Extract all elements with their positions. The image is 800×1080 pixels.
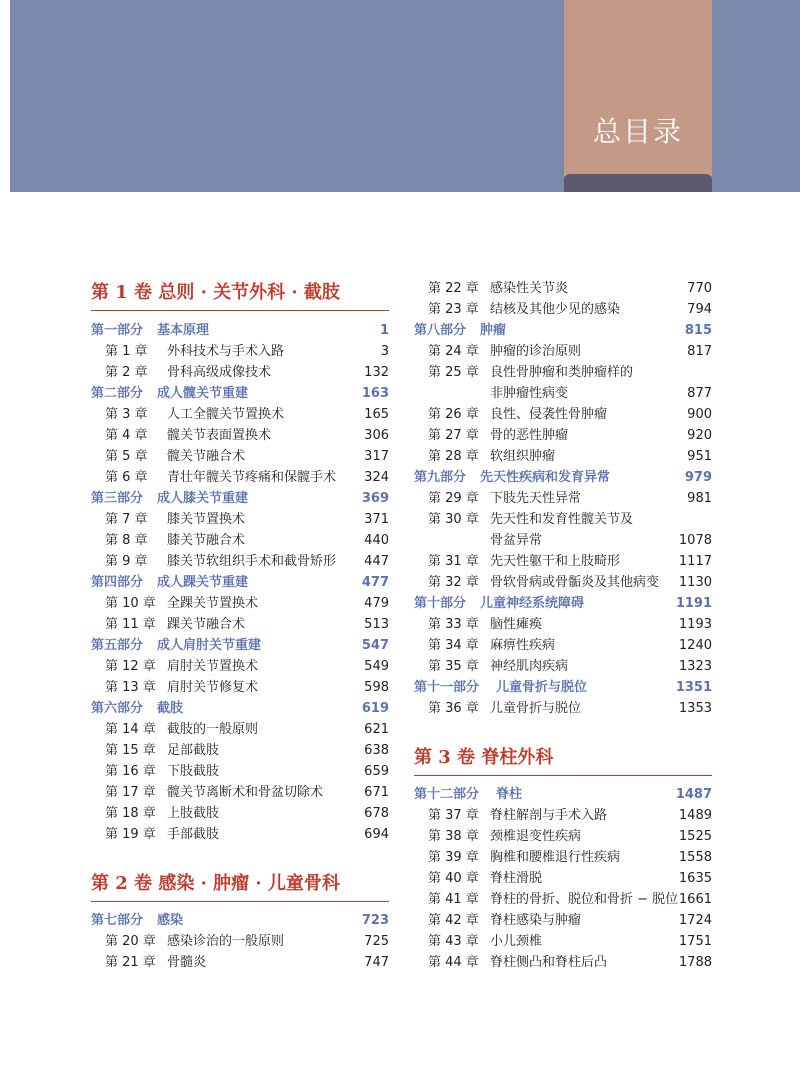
chapter-number: 第 8 章 — [105, 533, 148, 548]
page-number: 165 — [364, 407, 389, 422]
chapter-number: 第 32 章 — [428, 575, 479, 590]
volume-heading: 第 1 卷 总则 · 关节外科 · 截肢 — [91, 278, 389, 311]
part-title: 脊柱 — [496, 787, 523, 802]
chapter-entry — [414, 826, 712, 847]
chapter-entry — [414, 341, 712, 362]
chapter-entry — [414, 278, 712, 299]
chapter-title: 下肢截肢 — [167, 764, 220, 779]
page-number: 1323 — [678, 659, 712, 674]
chapter-title: 髋关节离断术和骨盆切除术 — [167, 785, 324, 800]
chapter-entry — [91, 656, 389, 677]
page-number: 1130 — [678, 575, 712, 590]
chapter-entry — [414, 488, 712, 509]
page-number: 163 — [361, 386, 389, 401]
chapter-entry — [91, 740, 389, 761]
chapter-number: 第 42 章 — [428, 913, 479, 928]
chapter-title: 脊柱侧凸和脊柱后凸 — [490, 955, 608, 970]
chapter-entry — [91, 761, 389, 782]
page-number: 1191 — [675, 596, 712, 611]
page-number: 1240 — [678, 638, 712, 653]
chapter-number: 第 2 章 — [105, 365, 148, 380]
chapter-title: 骨盆异常 — [490, 533, 543, 548]
part-entry — [414, 784, 712, 805]
chapter-title: 儿童骨折与脱位 — [490, 701, 582, 716]
chapter-title: 脊柱感染与肿瘤 — [490, 913, 582, 928]
chapter-title: 踝关节融合术 — [167, 617, 246, 632]
page-number: 621 — [364, 722, 389, 737]
chapter-title: 软组织肿瘤 — [490, 449, 556, 464]
chapter-title: 感染性关节炎 — [490, 281, 569, 296]
chapter-entry — [414, 889, 712, 910]
chapter-entry — [91, 719, 389, 740]
page-number: 770 — [687, 281, 712, 296]
page-number: 549 — [364, 659, 389, 674]
page-number: 1525 — [678, 829, 712, 844]
chapter-title: 肩肘关节修复术 — [167, 680, 259, 695]
chapter-title: 良性、侵袭性骨肿瘤 — [490, 407, 608, 422]
chapter-entry — [91, 931, 389, 952]
chapter-number: 第 13 章 — [105, 680, 156, 695]
chapter-entry — [91, 677, 389, 698]
chapter-title: 骨的恶性肿瘤 — [490, 428, 569, 443]
chapter-title: 感染诊治的一般原则 — [167, 934, 285, 949]
page-number: 1487 — [675, 787, 712, 802]
chapter-number: 第 23 章 — [428, 302, 479, 317]
chapter-entry — [414, 404, 712, 425]
part-number: 第九部分 — [414, 470, 467, 485]
part-title: 成人髋关节重建 — [157, 386, 249, 401]
page-number: 513 — [364, 617, 389, 632]
chapter-entry — [414, 635, 712, 656]
part-number: 第五部分 — [91, 638, 144, 653]
chapter-number: 第 39 章 — [428, 850, 479, 865]
chapter-number: 第 15 章 — [105, 743, 156, 758]
page-number: 900 — [687, 407, 712, 422]
page-number: 920 — [687, 428, 712, 443]
chapter-number: 第 14 章 — [105, 722, 156, 737]
part-title: 感染 — [157, 913, 184, 928]
chapter-entry — [91, 530, 389, 551]
part-number: 第八部分 — [414, 323, 467, 338]
chapter-title: 膝关节置换术 — [167, 512, 246, 527]
part-number: 第六部分 — [91, 701, 144, 716]
page-number: 725 — [364, 934, 389, 949]
chapter-number: 第 27 章 — [428, 428, 479, 443]
chapter-number: 第 31 章 — [428, 554, 479, 569]
chapter-title: 非肿瘤性病变 — [490, 386, 569, 401]
part-title: 截肢 — [157, 701, 184, 716]
chapter-number: 第 35 章 — [428, 659, 479, 674]
chapter-title: 小儿颈椎 — [490, 934, 543, 949]
chapter-title: 脊柱解剖与手术入路 — [490, 808, 608, 823]
chapter-number: 第 10 章 — [105, 596, 156, 611]
chapter-entry — [91, 509, 389, 530]
part-title: 先天性疾病和发育异常 — [480, 470, 611, 485]
chapter-title: 良性骨肿瘤和类肿瘤样的 — [490, 365, 634, 380]
page-number: 1353 — [678, 701, 712, 716]
chapter-number: 第 3 章 — [105, 407, 148, 422]
chapter-entry — [414, 362, 712, 383]
chapter-entry — [414, 383, 712, 404]
page-number: 1 — [379, 323, 389, 338]
page-number: 317 — [364, 449, 389, 464]
chapter-title: 截肢的一般原则 — [167, 722, 259, 737]
chapter-title: 髋关节融合术 — [167, 449, 246, 464]
part-entry — [414, 677, 712, 698]
chapter-entry — [414, 698, 712, 719]
chapter-entry — [414, 614, 712, 635]
page-number: 1751 — [678, 934, 712, 949]
chapter-number: 第 30 章 — [428, 512, 479, 527]
part-entry — [91, 488, 389, 509]
chapter-entry — [414, 910, 712, 931]
chapter-entry — [91, 614, 389, 635]
chapter-number: 第 26 章 — [428, 407, 479, 422]
page-number: 306 — [364, 428, 389, 443]
page-number: 659 — [364, 764, 389, 779]
chapter-title: 神经肌肉疾病 — [490, 659, 569, 674]
page-number: 598 — [364, 680, 389, 695]
chapter-title: 下肢先天性异常 — [490, 491, 582, 506]
part-entry — [91, 383, 389, 404]
part-number: 第十部分 — [414, 596, 467, 611]
chapter-title: 骨软骨病或骨骺炎及其他病变 — [490, 575, 660, 590]
page-number: 1117 — [678, 554, 712, 569]
page-number: 1788 — [678, 955, 712, 970]
page-number: 1193 — [678, 617, 712, 632]
page-number: 440 — [364, 533, 389, 548]
chapter-number: 第 43 章 — [428, 934, 479, 949]
chapter-title: 先天性躯干和上肢畸形 — [490, 554, 621, 569]
chapter-number: 第 4 章 — [105, 428, 148, 443]
page-number: 132 — [364, 365, 389, 380]
page-number: 1489 — [678, 808, 712, 823]
page-number: 723 — [361, 913, 389, 928]
chapter-entry — [91, 341, 389, 362]
chapter-title: 髋关节表面置换术 — [167, 428, 272, 443]
chapter-number: 第 5 章 — [105, 449, 148, 464]
part-number: 第十二部分 — [414, 787, 480, 802]
page-number: 1558 — [678, 850, 712, 865]
page-title: 总目录 — [592, 115, 683, 148]
chapter-title: 足部截肢 — [167, 743, 220, 758]
volume-heading: 第 2 卷 感染 · 肿瘤 · 儿童骨科 — [91, 869, 389, 902]
page-number: 877 — [687, 386, 712, 401]
chapter-entry — [414, 530, 712, 551]
chapter-entry — [414, 425, 712, 446]
chapter-title: 手部截肢 — [167, 827, 220, 842]
part-title: 儿童骨折与脱位 — [496, 680, 588, 695]
chapter-number: 第 33 章 — [428, 617, 479, 632]
chapter-number: 第 21 章 — [105, 955, 156, 970]
chapter-number: 第 20 章 — [105, 934, 156, 949]
chapter-title: 胸椎和腰椎退行性疾病 — [490, 850, 621, 865]
page-number: 794 — [687, 302, 712, 317]
chapter-title: 外科技术与手术入路 — [167, 344, 285, 359]
chapter-number: 第 19 章 — [105, 827, 156, 842]
chapter-entry — [414, 868, 712, 889]
part-title: 肿瘤 — [480, 323, 507, 338]
part-title: 成人膝关节重建 — [157, 491, 249, 506]
chapter-entry — [91, 782, 389, 803]
chapter-entry — [414, 509, 712, 530]
page-number: 1661 — [678, 892, 712, 907]
page-number: 371 — [364, 512, 389, 527]
chapter-title: 人工全髋关节置换术 — [167, 407, 285, 422]
chapter-entry — [414, 572, 712, 593]
page-number: 1078 — [678, 533, 712, 548]
page-number: 678 — [364, 806, 389, 821]
page-number: 369 — [361, 491, 389, 506]
chapter-entry — [414, 551, 712, 572]
chapter-number: 第 40 章 — [428, 871, 479, 886]
page-number: 324 — [364, 470, 389, 485]
chapter-number: 第 1 章 — [105, 344, 148, 359]
page-number: 815 — [684, 323, 712, 338]
chapter-number: 第 11 章 — [105, 617, 156, 632]
page-number: 477 — [361, 575, 389, 590]
chapter-title: 先天性和发育性髋关节及 — [490, 512, 634, 527]
page-number: 619 — [361, 701, 389, 716]
chapter-entry — [414, 446, 712, 467]
chapter-title: 膝关节融合术 — [167, 533, 246, 548]
page-number: 747 — [364, 955, 389, 970]
part-title: 成人踝关节重建 — [157, 575, 249, 590]
page-number: 979 — [684, 470, 712, 485]
chapter-number: 第 29 章 — [428, 491, 479, 506]
chapter-number: 第 17 章 — [105, 785, 156, 800]
title-tab — [564, 174, 712, 192]
chapter-number: 第 7 章 — [105, 512, 148, 527]
chapter-number: 第 24 章 — [428, 344, 479, 359]
part-title: 成人肩肘关节重建 — [157, 638, 262, 653]
chapter-title: 脊柱滑脱 — [490, 871, 543, 886]
page-number: 447 — [364, 554, 389, 569]
chapter-entry — [91, 551, 389, 572]
chapter-title: 脊柱的骨折、脱位和骨折 − 脱位 — [490, 892, 679, 907]
chapter-entry — [91, 446, 389, 467]
chapter-title: 肩肘关节置换术 — [167, 659, 259, 674]
part-entry — [414, 320, 712, 341]
part-entry — [91, 698, 389, 719]
chapter-entry — [414, 299, 712, 320]
chapter-entry — [91, 824, 389, 845]
chapter-entry — [91, 803, 389, 824]
page-number: 951 — [687, 449, 712, 464]
part-entry — [91, 635, 389, 656]
page-number: 479 — [364, 596, 389, 611]
page-number: 671 — [364, 785, 389, 800]
chapter-number: 第 16 章 — [105, 764, 156, 779]
chapter-entry — [91, 362, 389, 383]
chapter-number: 第 28 章 — [428, 449, 479, 464]
part-title: 儿童神经系统障碍 — [480, 596, 585, 611]
chapter-number: 第 9 章 — [105, 554, 148, 569]
page-number: 3 — [380, 344, 389, 359]
chapter-entry — [91, 593, 389, 614]
chapter-title: 肿瘤的诊治原则 — [490, 344, 582, 359]
chapter-title: 膝关节软组织手术和截骨矫形 — [167, 554, 337, 569]
chapter-entry — [91, 952, 389, 973]
chapter-entry — [414, 656, 712, 677]
chapter-number: 第 22 章 — [428, 281, 479, 296]
part-number: 第七部分 — [91, 913, 144, 928]
chapter-number: 第 18 章 — [105, 806, 156, 821]
chapter-title: 脑性瘫痪 — [490, 617, 543, 632]
part-number: 第一部分 — [91, 323, 144, 338]
page-number: 1351 — [675, 680, 712, 695]
chapter-title: 全踝关节置换术 — [167, 596, 259, 611]
chapter-title: 麻痹性疾病 — [490, 638, 556, 653]
chapter-entry — [91, 425, 389, 446]
chapter-entry — [414, 805, 712, 826]
chapter-number: 第 37 章 — [428, 808, 479, 823]
part-number: 第十一部分 — [414, 680, 480, 695]
chapter-number: 第 38 章 — [428, 829, 479, 844]
chapter-number: 第 25 章 — [428, 365, 479, 380]
chapter-number: 第 12 章 — [105, 659, 156, 674]
part-entry — [91, 910, 389, 931]
page-number: 638 — [364, 743, 389, 758]
page-number: 1635 — [678, 871, 712, 886]
part-entry — [414, 593, 712, 614]
chapter-number: 第 34 章 — [428, 638, 479, 653]
chapter-entry — [414, 847, 712, 868]
page-number: 981 — [687, 491, 712, 506]
chapter-title: 骨科高级成像技术 — [167, 365, 272, 380]
chapter-title: 青壮年髋关节疼痛和保髋手术 — [167, 470, 337, 485]
title-block — [564, 0, 712, 176]
page-number: 694 — [364, 827, 389, 842]
part-number: 第二部分 — [91, 386, 144, 401]
chapter-number: 第 6 章 — [105, 470, 148, 485]
chapter-entry — [91, 467, 389, 488]
chapter-entry — [414, 952, 712, 973]
page-number: 547 — [361, 638, 389, 653]
part-entry — [91, 320, 389, 341]
part-title: 基本原理 — [157, 323, 210, 338]
chapter-title: 上肢截肢 — [167, 806, 220, 821]
chapter-entry — [91, 404, 389, 425]
chapter-number: 第 36 章 — [428, 701, 479, 716]
chapter-title: 结核及其他少见的感染 — [490, 302, 621, 317]
chapter-entry — [414, 931, 712, 952]
page-number: 1724 — [678, 913, 712, 928]
volume-heading: 第 3 卷 脊柱外科 — [414, 743, 712, 776]
part-entry — [91, 572, 389, 593]
chapter-number: 第 41 章 — [428, 892, 479, 907]
page-number: 817 — [687, 344, 712, 359]
part-number: 第三部分 — [91, 491, 144, 506]
chapter-title: 颈椎退变性疾病 — [490, 829, 582, 844]
part-entry — [414, 467, 712, 488]
chapter-number: 第 44 章 — [428, 955, 479, 970]
chapter-title: 骨髓炎 — [167, 955, 207, 970]
part-number: 第四部分 — [91, 575, 144, 590]
